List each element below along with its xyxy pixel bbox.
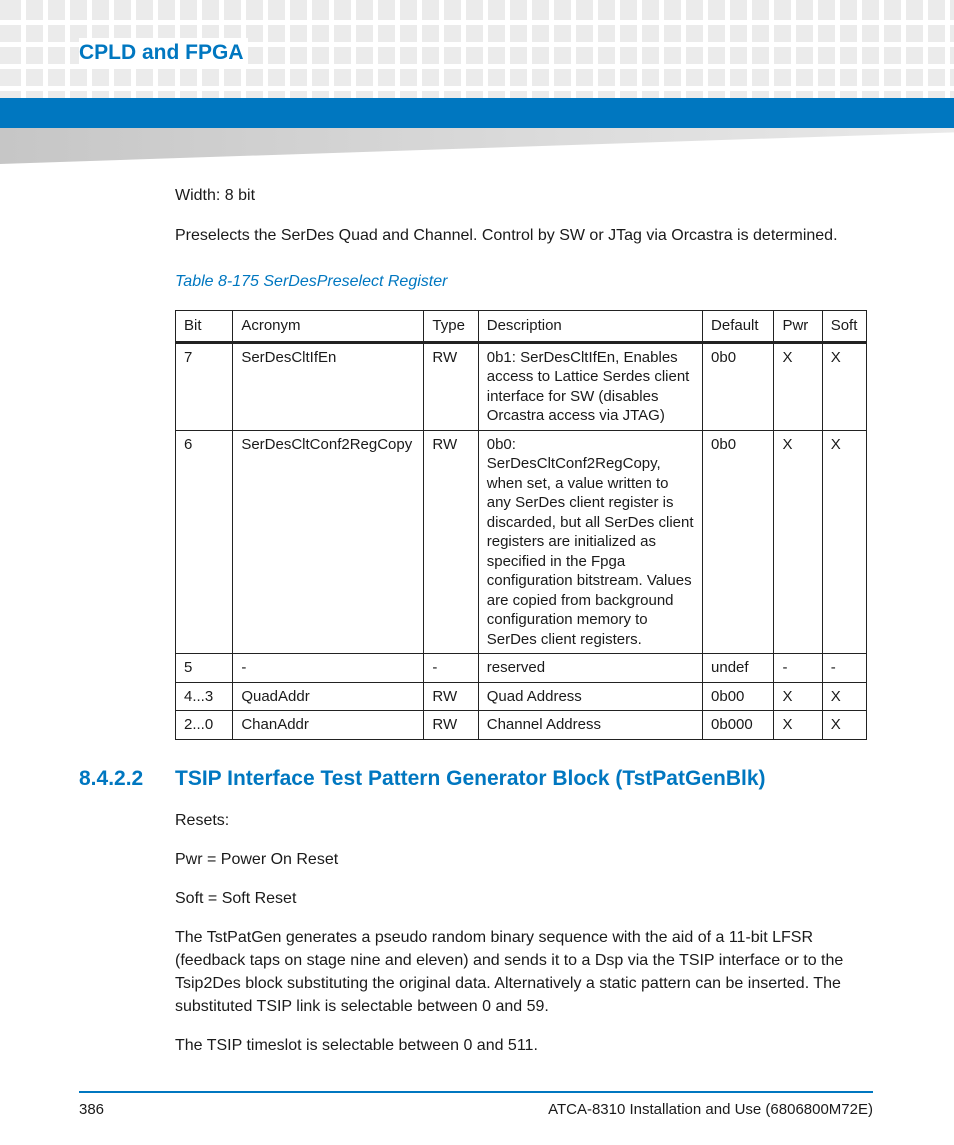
cell-type: RW (424, 711, 478, 740)
cell-description: 0b0: SerDesCltConf2RegCopy, when set, a value written to any SerDes client register is discarded, but all SerDes client registers are initialized as specified in the Fpga configuration bitstream. Values are copied from background configuration memory to SerDes client registers. (478, 430, 702, 654)
cell-description: 0b1: SerDesCltIfEn, Enables access to Lattice Serdes client interface for SW (disables Orcastra access via JTAG) (478, 342, 702, 430)
register-width: Width: 8 bit (175, 187, 256, 204)
cell-acronym: QuadAddr (233, 682, 424, 711)
table-row (176, 654, 867, 683)
resets-label: Resets: (175, 812, 230, 829)
cell-soft: X (822, 430, 866, 654)
table-row (176, 430, 867, 654)
header-type: Type (424, 311, 478, 343)
cell-default: 0b00 (703, 682, 774, 711)
cell-acronym: ChanAddr (233, 711, 424, 740)
table-row (176, 682, 867, 711)
cell-soft: X (822, 682, 866, 711)
cell-soft: - (822, 654, 866, 683)
cell-bit: 4...3 (176, 682, 233, 711)
table-row (176, 711, 867, 740)
cell-default: undef (703, 654, 774, 683)
cell-type: RW (424, 430, 478, 654)
soft-definition: Soft = Soft Reset (175, 890, 297, 907)
footer-rule (79, 1091, 873, 1093)
header-pwr: Pwr (774, 311, 822, 343)
header-soft: Soft (822, 311, 866, 343)
cell-default: 0b0 (703, 342, 774, 430)
cell-type: - (424, 654, 478, 683)
cell-pwr: X (774, 711, 822, 740)
header-wedge (0, 128, 954, 164)
document-title: ATCA-8310 Installation and Use (6806800M72E) (548, 1101, 873, 1118)
cell-type: RW (424, 682, 478, 711)
cell-acronym: SerDesCltConf2RegCopy (233, 430, 424, 654)
cell-pwr: X (774, 430, 822, 654)
cell-soft: X (822, 711, 866, 740)
section-heading (79, 767, 766, 791)
section-body: The TstPatGen generates a pseudo random binary sequence with the aid of a 11-bit LFSR (feedback taps on stage nine and eleven) and sends it to a Dsp via the TSIP interface or to the Tsip2Des block substituting the original data. Alternatively a static pattern can be inserted. The substituted TSIP link is selectable between 0 and 59. (175, 929, 844, 1015)
header-bit: Bit (176, 311, 233, 343)
section-title: TSIP Interface Test Pattern Generator Block (TstPatGenBlk) (175, 767, 766, 790)
cell-soft: X (822, 342, 866, 430)
page-number: 386 (79, 1101, 105, 1118)
section-number: 8.4.2.2 (79, 767, 144, 790)
cell-description: reserved (478, 654, 702, 683)
cell-bit: 6 (176, 430, 233, 654)
register-table (175, 310, 867, 740)
cell-pwr: - (774, 654, 822, 683)
cell-bit: 5 (176, 654, 233, 683)
cell-default: 0b0 (703, 430, 774, 654)
chapter-title: CPLD and FPGA (79, 38, 248, 68)
cell-acronym: - (233, 654, 424, 683)
pwr-definition: Pwr = Power On Reset (175, 851, 339, 868)
cell-bit: 2...0 (176, 711, 233, 740)
cell-bit: 7 (176, 342, 233, 430)
cell-type: RW (424, 342, 478, 430)
cell-description: Quad Address (478, 682, 702, 711)
cell-description: Channel Address (478, 711, 702, 740)
register-description: Preselects the SerDes Quad and Channel. Control by SW or JTag via Orcastra is determined. (175, 227, 838, 244)
timeslot-text: The TSIP timeslot is selectable between 0 and 511. (175, 1037, 538, 1054)
header-description: Description (478, 311, 702, 343)
table-caption: Table 8-175 SerDesPreselect Register (175, 273, 448, 290)
header-acronym: Acronym (233, 311, 424, 343)
header-default: Default (703, 311, 774, 343)
cell-pwr: X (774, 342, 822, 430)
table-row (176, 342, 867, 430)
cell-default: 0b000 (703, 711, 774, 740)
header-band (0, 98, 954, 128)
cell-acronym: SerDesCltIfEn (233, 342, 424, 430)
cell-pwr: X (774, 682, 822, 711)
table-header-row (176, 311, 867, 343)
